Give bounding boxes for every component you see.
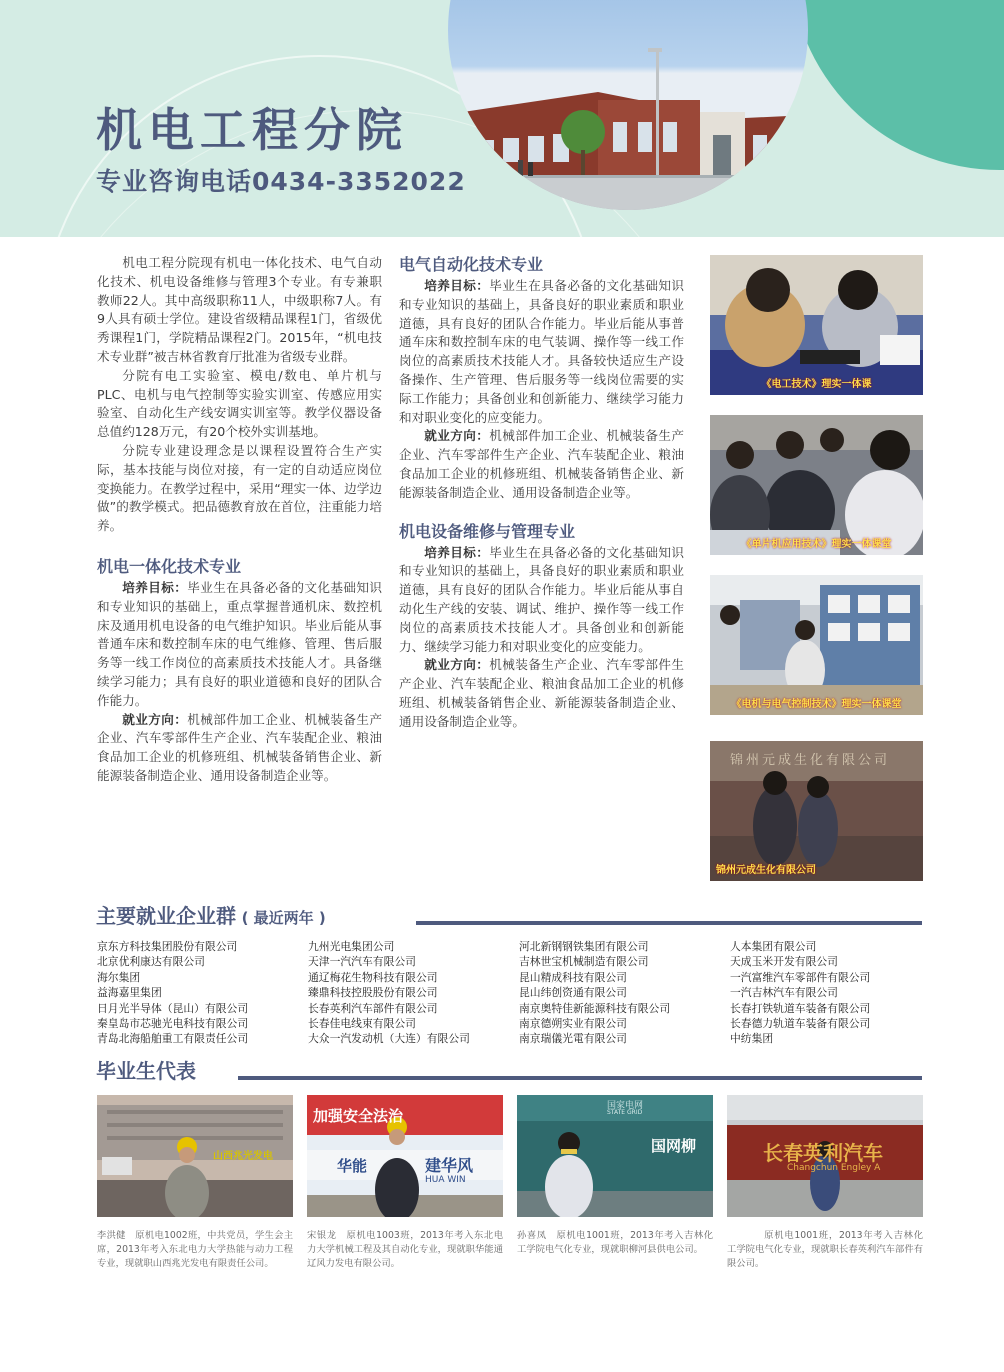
employer-item: 中纺集团 [730, 1032, 774, 1046]
employer-item: 昆山纬创资通有限公司 [519, 986, 627, 1000]
graduate-photo-sign: 山西兆光发电 [213, 1151, 273, 1162]
section-divider [416, 921, 922, 925]
employer-item: 长春英利汽车部件有限公司 [308, 1001, 438, 1015]
employer-item: 大众一汽发动机（大连）有限公司 [308, 1032, 470, 1046]
graduate-caption: 李洪健 原机电1002班，中共党员，学生会主席，2013年考入东北电力大学热能与动力工程专业，现就职山西兆光发电有限责任公司。 [97, 1230, 293, 1270]
major-title: 电气自动化技术专业 [399, 255, 544, 274]
graduate-photo-sign: 国网柳 [651, 1137, 697, 1155]
employer-item: 九州光电集团公司 [308, 940, 395, 953]
major-title: 机电设备维修与管理专业 [399, 521, 576, 541]
employer-item: 秦皇岛市芯驰光电科技有限公司 [97, 1017, 249, 1031]
photo-caption: 锦州元成生化有限公司 [716, 865, 816, 876]
employer-item: 天成玉米开发有限公司 [730, 955, 838, 969]
employer-item: 青岛北海船舶重工有限责任公司 [97, 1032, 249, 1046]
photo-motor-control-class [710, 575, 923, 715]
employer-item: 昆山精成科技有限公司 [519, 970, 627, 984]
major-goal: 培养目标：毕业生在具备必备的文化基础知识和专业知识的基础上，具备良好的职业素质和职业道德，具有良好的团队合作能力。毕业后能从事自动化生产线的安装、调试、维护、操作等一线工作岗位的高素质技术技能人才。具备创业和创新能力、继续学习能力和对职业变化的应变能力。 [399, 544, 685, 654]
major-job: 就业方向：机械装备生产企业、汽车零部件生产企业、汽车装配企业、粮油食品加工企业的机修班组、机械装备销售企业、新能源装备制造企业、通用设备制造企业等。 [399, 657, 685, 729]
photo-caption: 《电工技术》理实一体课 [761, 379, 872, 390]
photo-caption: 《单片机应用技术》理实一体课堂 [741, 539, 892, 550]
employer-item: 通辽梅花生物科技有限公司 [308, 970, 438, 984]
page-title: 机电工程分院 [96, 103, 408, 157]
section-divider [238, 1076, 922, 1080]
major-title: 机电一体化技术专业 [97, 556, 242, 576]
intro-paragraph: 分院有电工实验室、模电/数电、单片机与PLC、电机与电气控制等实验实训室、传感应用实验室、自动化生产线安调实训室等。教学仪器设备总值约128万元，有20个校外实训基地。 [97, 367, 382, 440]
employer-item: 南京奥特佳新能源科技有限公司 [519, 1001, 671, 1015]
header-banner [0, 0, 1004, 237]
graduate-photo-sign: 加强安全法治 [313, 1107, 404, 1125]
employer-column [308, 939, 470, 1047]
graduate-photo-sign: 长春英利汽车 [763, 1141, 883, 1165]
decor-circle [790, 0, 1004, 170]
employer-item: 日月光半导体（昆山）有限公司 [97, 1001, 249, 1015]
major-goal: 培养目标：毕业生在具备必备的文化基础知识和专业知识的基础上，重点掌握普通机床、数控机床及通用机电设备的电气维护知识。毕业后能从事普通车床和数控制车床的电气维修、管理、售后服务等一线工作岗位的高素质技术技能人才。具备继续学习能力；具有良好的职业道德和良好的团队合作能力。 [97, 579, 383, 708]
employer-item: 长春德力轨道车装备有限公司 [730, 1017, 871, 1031]
graduate-photo [307, 1095, 503, 1217]
graduates-title: 毕业生代表 [96, 1059, 196, 1083]
employer-column [97, 939, 248, 1047]
graduate-photo-sign: HUA WIN [425, 1175, 466, 1185]
employer-item: 一汽吉林汽车有限公司 [730, 986, 838, 1000]
employer-item: 海尔集团 [97, 970, 141, 984]
employer-item: 人本集团有限公司 [730, 940, 817, 953]
state-grid-logo: 国家电网 [607, 1101, 644, 1111]
employer-item: 北京优利康达有限公司 [97, 955, 205, 969]
graduate-photo-sign: 建华风 [425, 1156, 474, 1175]
majors-column [399, 254, 684, 732]
photo-caption: 《电机与电气控制技术》理实一体课堂 [731, 699, 902, 710]
graduate-caption: 宋银龙 原机电1003班，2013年考入东北电力大学机械工程及其自动化专业，现就职华能通辽风力发电有限公司。 [307, 1230, 503, 1270]
graduate-photo [517, 1095, 713, 1217]
company-sign: 锦州元成生化有限公司 [730, 753, 891, 768]
employer-item: 益海嘉里集团 [97, 986, 162, 1000]
intro-column [97, 254, 382, 786]
graduate-caption: 孙喜凤 原机电1001班，2013年考入吉林化工学院电气化专业，现就职柳河县供电公司。 [517, 1230, 713, 1256]
graduate-photo [97, 1095, 293, 1217]
graduate-photo-sign: 华能 [337, 1157, 368, 1175]
graduate-photo-sign: Changchun Engley A [787, 1163, 881, 1173]
employer-item: 一汽富维汽车零部件有限公司 [730, 970, 871, 984]
employers-title: 主要就业企业群 ( 最近两年 ) [96, 904, 326, 928]
intro-paragraph: 机电工程分院现有机电一体化技术、电气自动化技术、机电设备维修与管理3个专业。有专兼职教师22人。其中高级职称11人，中级职称7人。有9人具有硕士学位。建设省级精品课程1门，省级优秀课程1门，学院精品课程2门。2015年，“机电技术专业群”被吉林省教育厅批准为省级专业群。 [97, 255, 382, 364]
consult-phone: 专业咨询电话0434-3352022 [96, 167, 466, 196]
employer-item: 长春打铁轨道车装备有限公司 [730, 1001, 871, 1015]
graduate-caption: 原机电1001班，2013年考入吉林化工学院电气化专业，现就职长春英利汽车部件有限公司。 [727, 1230, 923, 1270]
employer-item: 吉林世宝机械制造有限公司 [519, 955, 649, 969]
graduate-photo [727, 1095, 923, 1217]
employer-item: 南京瑞儀光電有限公司 [519, 1032, 627, 1046]
photo-internship-company [710, 741, 923, 881]
employer-item: 京东方科技集团股份有限公司 [97, 940, 238, 953]
major-job: 就业方向：机械部件加工企业、机械装备生产企业、汽车零部件生产企业、汽车装配企业、粮油食品加工企业的机修班组、机械装备销售企业、新能源装备制造企业、通用设备制造企业等。 [97, 711, 383, 783]
employer-item: 长春佳电线束有限公司 [308, 1017, 416, 1031]
major-job: 就业方向：机械部件加工企业、机械装备生产企业、汽车零部件生产企业、汽车装配企业、粮油食品加工企业的机修班组、机械装备销售企业、新能源装备制造企业、通用设备制造企业等。 [399, 428, 685, 500]
employer-item: 天津一汽汽车有限公司 [308, 955, 416, 969]
intro-paragraph: 分院专业建设理念是以课程设置符合生产实际，基本技能与岗位对接，有一定的自动适应岗位变换能力。在教学过程中，采用“理实一体、边学边做”的教学模式。把品德教育放在首位，注重能力培养。 [97, 442, 382, 534]
building-photo [448, 0, 808, 210]
employer-column [730, 939, 870, 1047]
employer-item: 臻鼎科技控股股份有限公司 [308, 986, 438, 1000]
employer-item: 南京德朔实业有限公司 [519, 1017, 627, 1031]
photo-electrical-class [710, 255, 923, 395]
state-grid-logo-en: STATE GRID [607, 1109, 643, 1116]
employer-column [519, 939, 670, 1047]
photo-mcu-class [710, 415, 923, 555]
major-goal: 培养目标：毕业生在具备必备的文化基础知识和专业知识的基础上，具备良好的职业素质和职业道德，具有良好的团队合作能力。毕业后能从事普通车床和数控制车床的电气装调、操作等一线工作岗位的高素质技术技能人才。具备较快适应生产设备操作、生产管理、售后服务等一线岗位需要的实际工作能力；具备创业和创新能力、继续学习能力和对职业变化的应变能力。 [399, 278, 685, 425]
employer-item: 河北新钢钢铁集团有限公司 [519, 940, 649, 953]
